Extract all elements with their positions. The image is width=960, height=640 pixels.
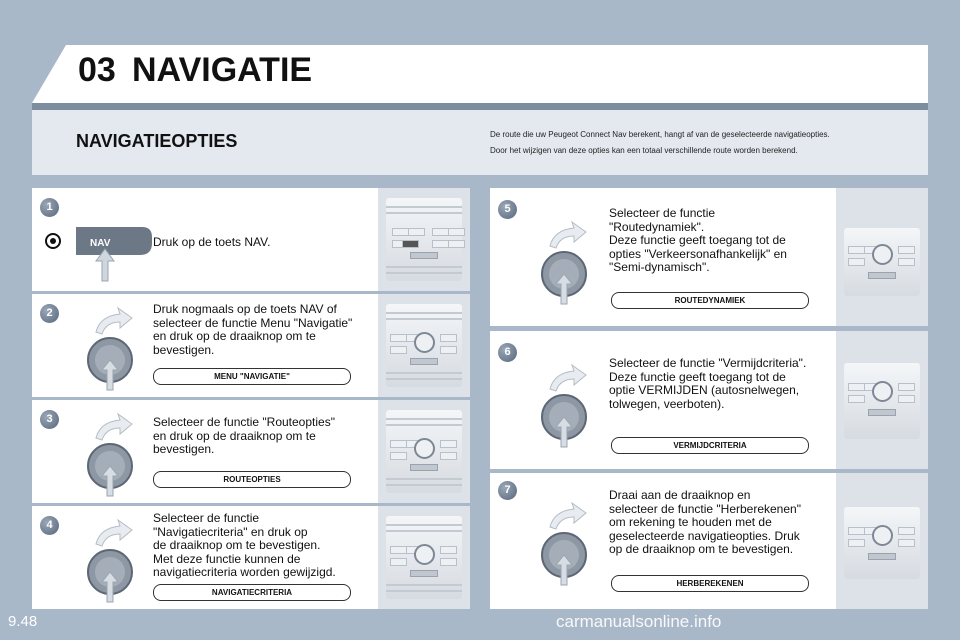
step-2-text: Druk nogmaals op de toets NAV of selecteer de functie Menu "Navigatie" en druk op de draaiknop om te bevestigen. [153, 302, 353, 357]
step-1-badge: 1 [40, 198, 59, 217]
radio-unit-image [378, 506, 470, 609]
step-5-text: Selecteer de functie "Routedynamiek". Deze functie geeft toegang tot de opties "Verkeersonafhankelijk" en "Semi-dynamisch". [609, 206, 787, 274]
rotary-knob-icon [536, 497, 596, 587]
step-4-text: Selecteer de functie "Navigatiecriteria" en druk op de draaiknop om te bevestigen. Met deze functie kunnen de navigatiecriteria worden gewijzigd. [153, 511, 336, 579]
step-4-panel [32, 506, 470, 609]
chapter-header [32, 45, 928, 103]
rotary-knob-icon [536, 359, 596, 449]
step-1-text: Druk op de toets NAV. [153, 235, 271, 249]
step-7-text: Draai aan de draaiknop en selecteer de functie "Herberekenen" om rekening te houden met de geselecteerde navigatieopties. Druk op de draaiknop om te bevestigen. [609, 488, 801, 556]
step-3-badge: 3 [40, 410, 59, 429]
radio-unit-image [836, 473, 928, 609]
step-7-panel [490, 473, 928, 609]
nav-key-label: NAV [90, 238, 111, 249]
step-6-label: VERMIJDCRITERIA [611, 437, 809, 454]
target-icon [44, 232, 62, 250]
section-intro [490, 127, 920, 159]
intro-line-1: De route die uw Peugeot Connect Nav berekent, hangt af van de geselecteerde navigatieopties. [490, 130, 830, 139]
chapter-number: 03 [78, 51, 116, 89]
step-2-badge: 2 [40, 304, 59, 323]
rotary-knob-icon [82, 408, 142, 498]
step-7-label: HERBEREKENEN [611, 575, 809, 592]
radio-unit-image [378, 188, 470, 291]
rotary-knob-icon [82, 514, 142, 604]
step-4-badge: 4 [40, 516, 59, 535]
header-corner-cut [32, 45, 66, 103]
step-6-badge: 6 [498, 343, 517, 362]
radio-unit-image [836, 331, 928, 469]
band-shadow [32, 103, 928, 110]
step-5-badge: 5 [498, 200, 517, 219]
rotary-knob-icon [536, 216, 596, 306]
intro-line-2: Door het wijzigen van deze opties kan een totaal verschillende route worden berekend. [490, 146, 798, 155]
step-6-text: Selecteer de functie "Vermijdcriteria". Deze functie geeft toegang tot de optie VERMIJDEN (autosnelwegen, tolwegen, veerboten). [609, 356, 807, 411]
step-6-panel [490, 331, 928, 469]
section-title: NAVIGATIEOPTIES [76, 131, 238, 151]
radio-unit-image [378, 294, 470, 397]
page-number: 9.48 [8, 613, 38, 630]
chapter-title: NAVIGATIE [132, 51, 313, 89]
step-4-label: NAVIGATIECRITERIA [153, 584, 351, 601]
nav-key-icon [72, 223, 162, 283]
step-2-label: MENU "NAVIGATIE" [153, 368, 351, 385]
step-5-label: ROUTEDYNAMIEK [611, 292, 809, 309]
rotary-knob-icon [82, 302, 142, 392]
step-7-badge: 7 [498, 481, 517, 500]
step-1-panel [32, 188, 470, 291]
radio-unit-image [836, 188, 928, 326]
radio-unit-image [378, 400, 470, 503]
step-2-panel [32, 294, 470, 397]
step-3-panel [32, 400, 470, 503]
step-3-label: ROUTEOPTIES [153, 471, 351, 488]
step-5-panel [490, 188, 928, 326]
watermark: carmanualsonline.info [556, 612, 722, 631]
step-3-text: Selecteer de functie "Routeopties" en druk op de draaiknop om te bevestigen. [153, 415, 335, 456]
